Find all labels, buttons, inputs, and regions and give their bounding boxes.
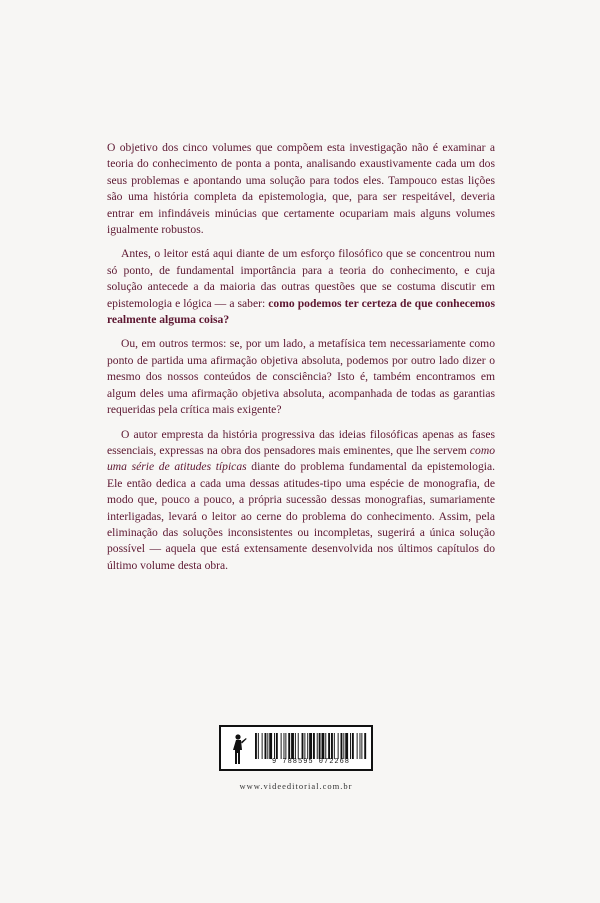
barcode-bar (364, 733, 366, 759)
barcode-bar (352, 733, 354, 759)
barcode-bar (274, 733, 275, 759)
barcode-bar (281, 733, 282, 759)
barcode-bar (258, 733, 259, 759)
barcode-box (219, 725, 373, 771)
barcode-bar (298, 733, 299, 759)
isbn-number: 9 788595 072268 (271, 758, 350, 766)
paragraph-4-italic: como uma série de atitudes típicas (107, 443, 495, 474)
barcode-bar (328, 733, 330, 759)
paragraph-4-text-a: O autor empresta da história progressiva das ideias filosóficas apenas as fases essenciais, expressas na obra dos pensadores mais eminentes, que lhe servem (107, 427, 495, 457)
standing-figure-icon (227, 732, 247, 766)
barcode-bar (322, 733, 325, 759)
blurb-text (107, 140, 495, 582)
paragraph-1: O objetivo dos cinco volumes que compõem esta investigação não é examinar a teoria do conhecimento de ponta a ponta, analisando exaustivamente cada um dos seus problemas e apontando uma solução para todos eles. Tampouco estas lições são uma história completa da epistemologia, que, para ser respeitável, deveria entrar em infindáveis minúcias que certamente ocupariam mais alguns volumes igualmente robustos. (107, 141, 495, 237)
barcode-bar (345, 733, 348, 759)
barcode-bar (309, 733, 312, 759)
barcode-bar (304, 733, 305, 759)
barcode-bar (265, 733, 267, 759)
barcode-bar (341, 733, 343, 759)
barcode-bar (291, 733, 294, 759)
paragraph-4 (107, 427, 495, 575)
barcode-bar (262, 733, 263, 759)
barcode-bar (276, 733, 278, 759)
paragraph-3: Ou, em outros termos: se, por um lado, a metafísica tem necessariamente como ponto de partida uma afirmação objetiva absoluta, podemos por outro lado dizer o mesmo dos nossos conteúdos de consciência? Isto é, também encontramos em algum deles uma afirmação objetiva absoluta, acompanhada de todas as garantias requeridas pela crítica mais exigente? (107, 337, 495, 417)
paragraph-2-bold: como podemos ter certeza de que conhecemos realmente alguma coisa? (107, 296, 495, 327)
barcode (255, 733, 367, 759)
barcode-bar (295, 733, 296, 759)
barcode-bar (325, 733, 326, 759)
barcode-bar (334, 733, 335, 759)
barcode-bar (269, 733, 272, 759)
barcode-bar (338, 733, 339, 759)
barcode-bar (319, 733, 321, 759)
barcode-bar (331, 733, 333, 759)
paragraph-4-text-b: diante do problema fundamental da epistemologia. Ele então dedica a cada uma dessas atitudes-tipo uma espécie de monografia, de modo que, pouco a pouco, a própria sucessão dessas monografias, sumariamente interligadas, levará o leitor ao cerne do problema do conhecimento. Assim, pela eliminação das soluções inconsistentes ou incompletas, sugerirá a única solução possível — aquela que está extensamente desenvolvida nos últimos capítulos do último volume desta obra. (107, 460, 496, 572)
barcode-bar (357, 733, 358, 759)
barcode-bar (343, 733, 344, 759)
barcode-bar (313, 733, 315, 759)
barcode-bar (361, 733, 362, 759)
barcode-bar (288, 733, 290, 759)
publisher-url: www.videeditorial.com.br (239, 781, 353, 791)
paragraph-2-text: Antes, o leitor está aqui diante de um esforço filosófico que se concentrou num só ponto, de fundamental importância para a teoria do conhecimento, e cuja solução antecede a da maioria das outras questões que se costuma discutir em epistemologia e lógica — a saber: (107, 247, 495, 310)
barcode-bar (302, 733, 304, 759)
barcode-bar (284, 733, 285, 759)
barcode-bar (285, 733, 286, 759)
barcode-bar (317, 733, 318, 759)
barcode-bar (350, 733, 351, 759)
barcode-bar (267, 733, 268, 759)
barcode-bar (307, 733, 308, 759)
paragraph-2 (107, 246, 495, 328)
barcode-bar (360, 733, 361, 759)
barcode-bar (255, 733, 257, 759)
